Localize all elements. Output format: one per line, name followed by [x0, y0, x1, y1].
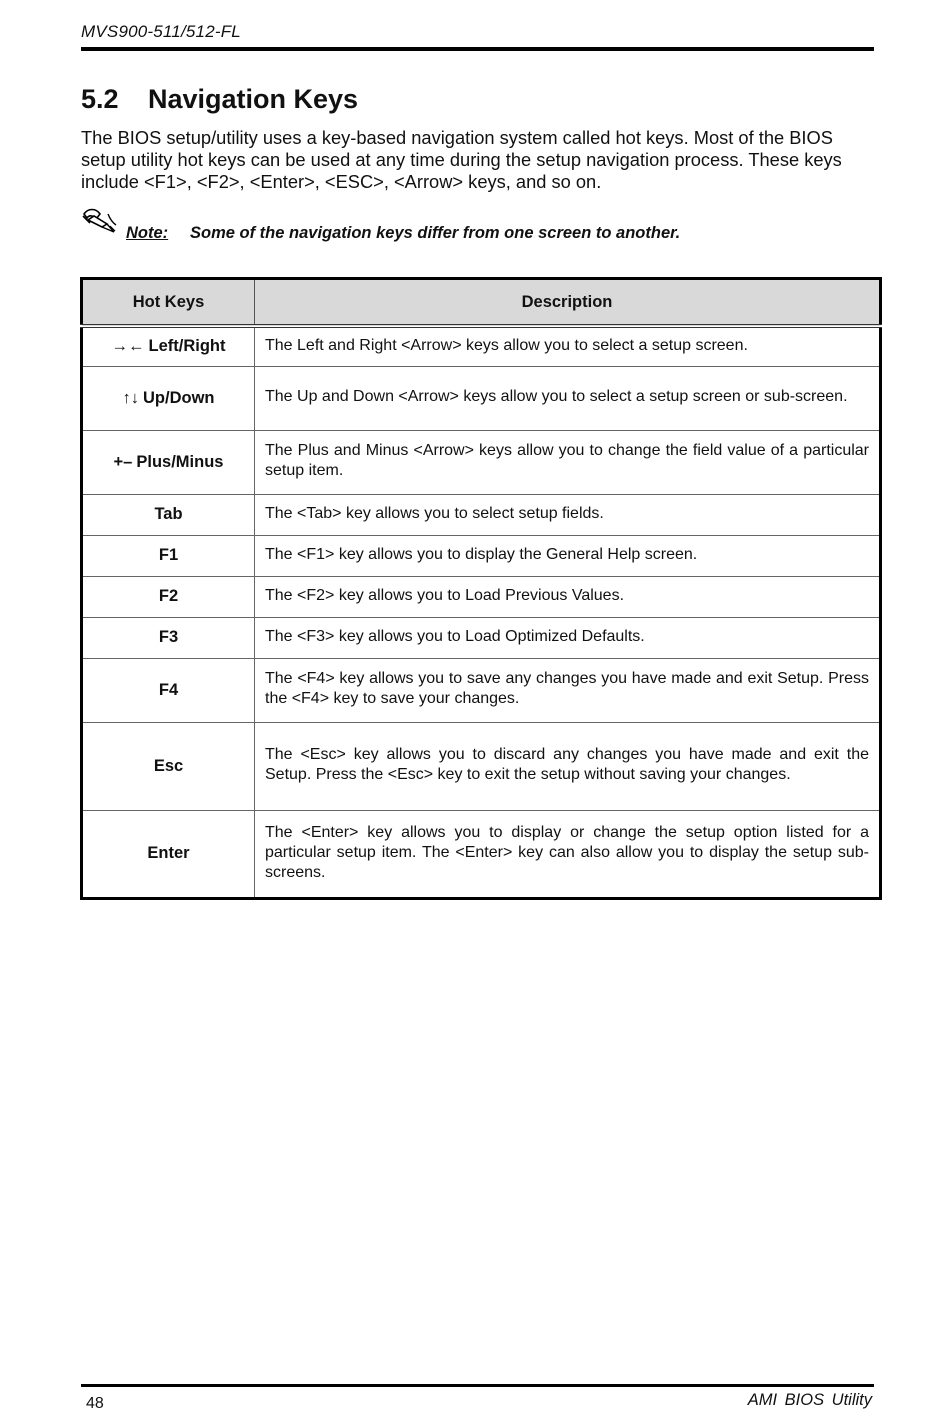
note-pen-icon — [80, 205, 118, 235]
table-row — [82, 722, 881, 810]
intro-paragraph: The BIOS setup/utility uses a key-based navigation system called hot keys. Most of the BIOS setup utility hot keys can be used at any time during the setup navigation process. These keys include <F1>, <F2>, <Enter>, <ESC>, <Arrow> keys, and so on. — [81, 127, 842, 192]
table-row — [82, 810, 881, 898]
description-cell: The <F1> key allows you to display the General Help screen. — [255, 535, 881, 576]
table-row — [82, 658, 881, 722]
section-number: 5.2 — [81, 84, 119, 114]
plus-minus-icon: +– — [113, 452, 133, 471]
hot-key-cell: Tab — [82, 494, 255, 535]
section-heading — [81, 84, 358, 115]
table-row — [82, 576, 881, 617]
hot-keys-table — [80, 277, 882, 900]
footer-divider — [81, 1384, 874, 1387]
note-label: Note: — [126, 224, 169, 242]
table-row — [82, 535, 881, 576]
table-row — [82, 430, 881, 494]
hot-key-cell: Enter — [82, 810, 255, 898]
hot-key-name: Plus/Minus — [136, 452, 224, 471]
page-number: 48 — [86, 1395, 104, 1412]
description-cell: The <F2> key allows you to Load Previous Values. — [255, 576, 881, 617]
description-cell: The <Tab> key allows you to select setup fields. — [255, 494, 881, 535]
column-header-hot-keys: Hot Keys — [82, 279, 255, 327]
hot-key-name: Left/Right — [148, 337, 226, 356]
hot-key-cell — [82, 430, 255, 494]
up-down-arrows-icon: ↑↓ — [122, 388, 139, 407]
section-title: Navigation Keys — [148, 84, 359, 114]
table-row — [82, 617, 881, 658]
description-cell: The Left and Right <Arrow> keys allow you to select a setup screen. — [255, 326, 881, 366]
hot-key-cell — [82, 366, 255, 430]
description-cell: The <F4> key allows you to save any changes you have made and exit Setup. Press the <F4> key to save your changes. — [255, 658, 881, 722]
table-header-row — [82, 279, 881, 327]
table-row — [82, 366, 881, 430]
note-text: Some of the navigation keys differ from one screen to another. — [190, 224, 681, 242]
hot-key-name: Up/Down — [143, 388, 215, 407]
table-row — [82, 494, 881, 535]
column-header-description: Description — [255, 279, 881, 327]
description-cell: The <Esc> key allows you to discard any changes you have made and exit the Setup. Press the <Esc> key to exit the setup without saving your changes. — [255, 722, 881, 810]
hot-key-cell: F4 — [82, 658, 255, 722]
hot-key-cell: Esc — [82, 722, 255, 810]
header-divider — [81, 47, 874, 51]
description-cell: The Plus and Minus <Arrow> keys allow you to change the field value of a particular setup item. — [255, 430, 881, 494]
description-cell: The <F3> key allows you to Load Optimized Defaults. — [255, 617, 881, 658]
description-cell: The <Enter> key allows you to display or change the setup option listed for a particular setup item. The <Enter> key can also allow you to display the setup sub- screens. — [255, 810, 881, 898]
note-line — [126, 224, 680, 243]
hot-key-cell: F3 — [82, 617, 255, 658]
hot-key-cell: F2 — [82, 576, 255, 617]
table-row — [82, 326, 881, 366]
footer-title: AMI BIOS Utility — [747, 1391, 872, 1409]
left-right-arrows-icon: →← — [111, 337, 145, 356]
hot-key-cell: F1 — [82, 535, 255, 576]
description-cell: The Up and Down <Arrow> keys allow you to select a setup screen or sub-screen. — [255, 366, 881, 430]
hot-key-cell — [82, 326, 255, 366]
document-header-title: MVS900-511/512-FL — [81, 22, 241, 41]
